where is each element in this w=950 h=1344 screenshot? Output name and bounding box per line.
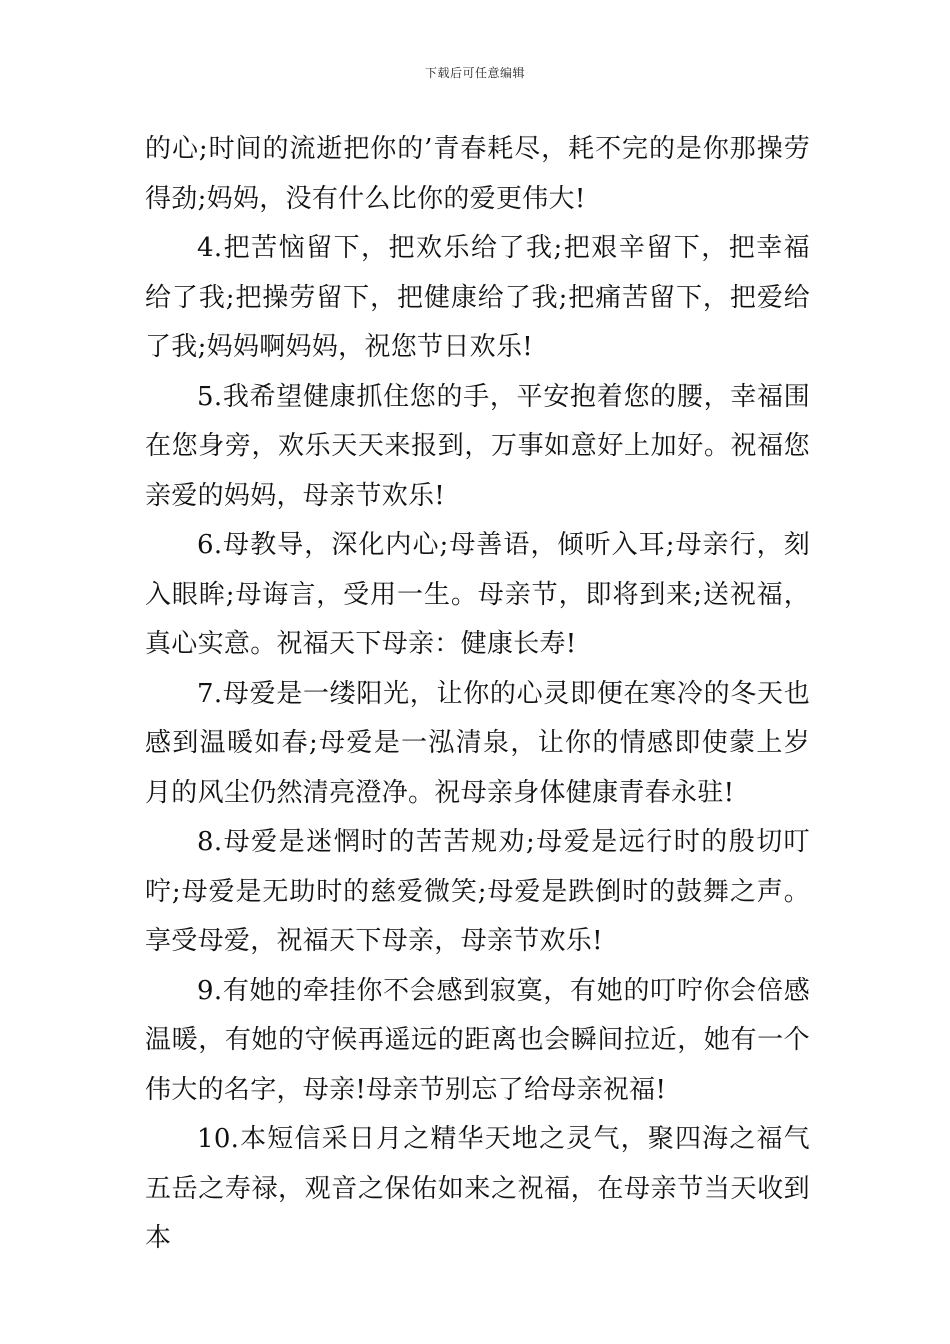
paragraph: 10.本短信采日月之精华天地之灵气，聚四海之福气五岳之寿禄，观音之保佑如来之祝福，在母亲节当天收到本 (145, 1124, 810, 1253)
paragraph: 6.母教导，深化内心;母善语，倾听入耳;母亲行，刻入眼眸;母诲言，受用一生。母亲节，即将到来;送祝福，真心实意。祝福天下母亲：健康长寿! (145, 530, 810, 659)
paragraph: 7.母爱是一缕阳光，让你的心灵即便在寒冷的冬天也感到温暖如春;母爱是一泓清泉，让你的情感即使蒙上岁月的风尘仍然清亮澄净。祝母亲身体健康青春永驻! (145, 678, 810, 808)
paragraph: 4.把苦恼留下，把欢乐给了我;把艰辛留下，把幸福给了我;把操劳留下，把健康给了我;把痛苦留下，把爱给了我;妈妈啊妈妈，祝您节日欢乐! (145, 233, 810, 362)
paragraph: 8.母爱是迷惘时的苦苦规劝;母爱是远行时的殷切叮咛;母爱是无助时的慈爱微笑;母爱是跌倒时的鼓舞之声。享受母爱，祝福天下母亲，母亲节欢乐! (145, 827, 810, 956)
paragraph: 9.有她的牵挂你不会感到寂寞，有她的叮咛你会倍感温暖，有她的守候再遥远的距离也会瞬间拉近，她有一个伟大的名字，母亲!母亲节别忘了给母亲祝福! (145, 975, 810, 1105)
paragraph: 的心;时间的流逝把你的’青春耗尽，耗不完的是你那操劳得劲;妈妈，没有什么比你的爱更伟大! (145, 134, 810, 214)
document-body (145, 125, 810, 1264)
page-header: 下载后可任意编辑 (424, 66, 525, 80)
paragraph: 5.我希望健康抓住您的手，平安抱着您的腰，幸福围在您身旁，欢乐天天来报到，万事如意好上加好。祝福您亲爱的妈妈，母亲节欢乐! (145, 381, 810, 511)
